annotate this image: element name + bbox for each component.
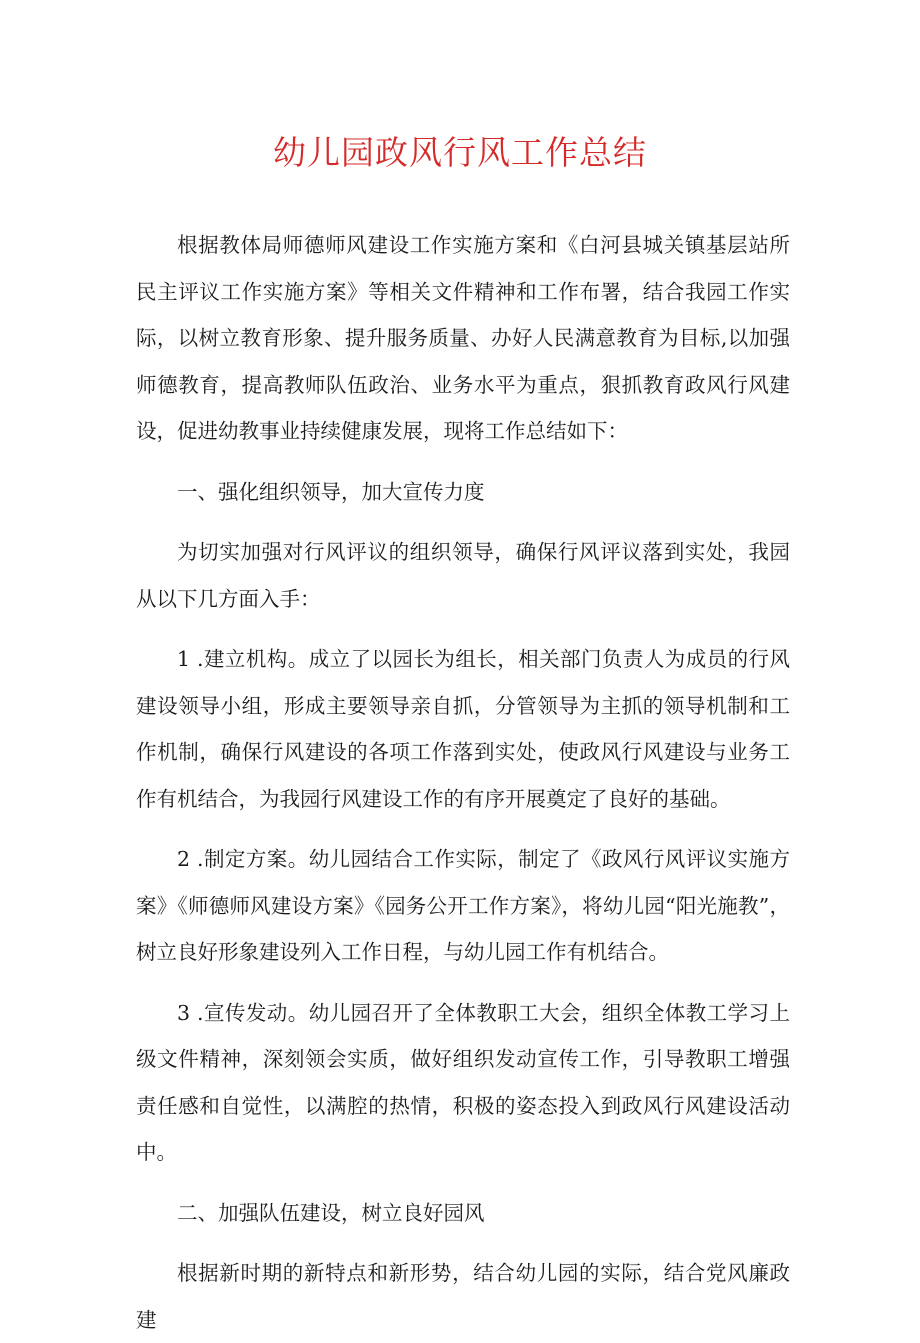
document-title: 幼儿园政风行风工作总结 <box>273 133 647 172</box>
paragraph-item-1: 1 .建立机构。成立了以园长为组长，相关部门负责人为成员的行风建设领导小组，形成主要领导亲自抓，分管领导为主抓的领导机制和工作机制，确保行风建设的各项工作落到实处，使政风行风建设与业务工作有机结合，为我园行风建设工作的有序开展奠定了良好的基础。 <box>136 647 790 811</box>
section-heading-1: 一、强化组织领导，加大宣传力度 <box>177 479 485 504</box>
paragraph-section2-intro: 根据新时期的新特点和新形势，结合幼儿园的实际，结合党风廉政建 <box>136 1261 790 1332</box>
paragraph-item-3: 3 .宣传发动。幼儿园召开了全体教职工大会，组织全体教工学习上级文件精神，深刻领会实质，做好组织发动宣传工作，引导教职工增强责任感和自觉性，以满腔的热情，积极的姿态投入到政风行风建设活动中。 <box>136 1000 790 1164</box>
document-body <box>136 222 790 1343</box>
paragraph-item-2: 2 .制定方案。幼儿园结合工作实际，制定了《政风行风评议实施方案》《师德师风建设方案》《园务公开工作方案》，将幼儿园“阳光施教”，树立良好形象建设列入工作日程，与幼儿园工作有机结合。 <box>136 847 790 964</box>
paragraph-section1-intro: 为切实加强对行风评议的组织领导，确保行风评议落到实处，我园从以下几方面入手： <box>136 540 790 611</box>
paragraph-intro: 根据教体局师德师风建设工作实施方案和《白河县城关镇基层站所民主评议工作实施方案》等相关文件精神和工作布署，结合我园工作实际，以树立教育形象、提升服务质量、办好人民满意教育为目标,以加强师德教育，提高教师队伍政治、业务水平为重点，狠抓教育政风行风建设，促进幼教事业持续健康发展，现将工作总结如下： <box>136 233 790 443</box>
section-heading-2: 二、加强队伍建设，树立良好园风 <box>177 1200 485 1225</box>
